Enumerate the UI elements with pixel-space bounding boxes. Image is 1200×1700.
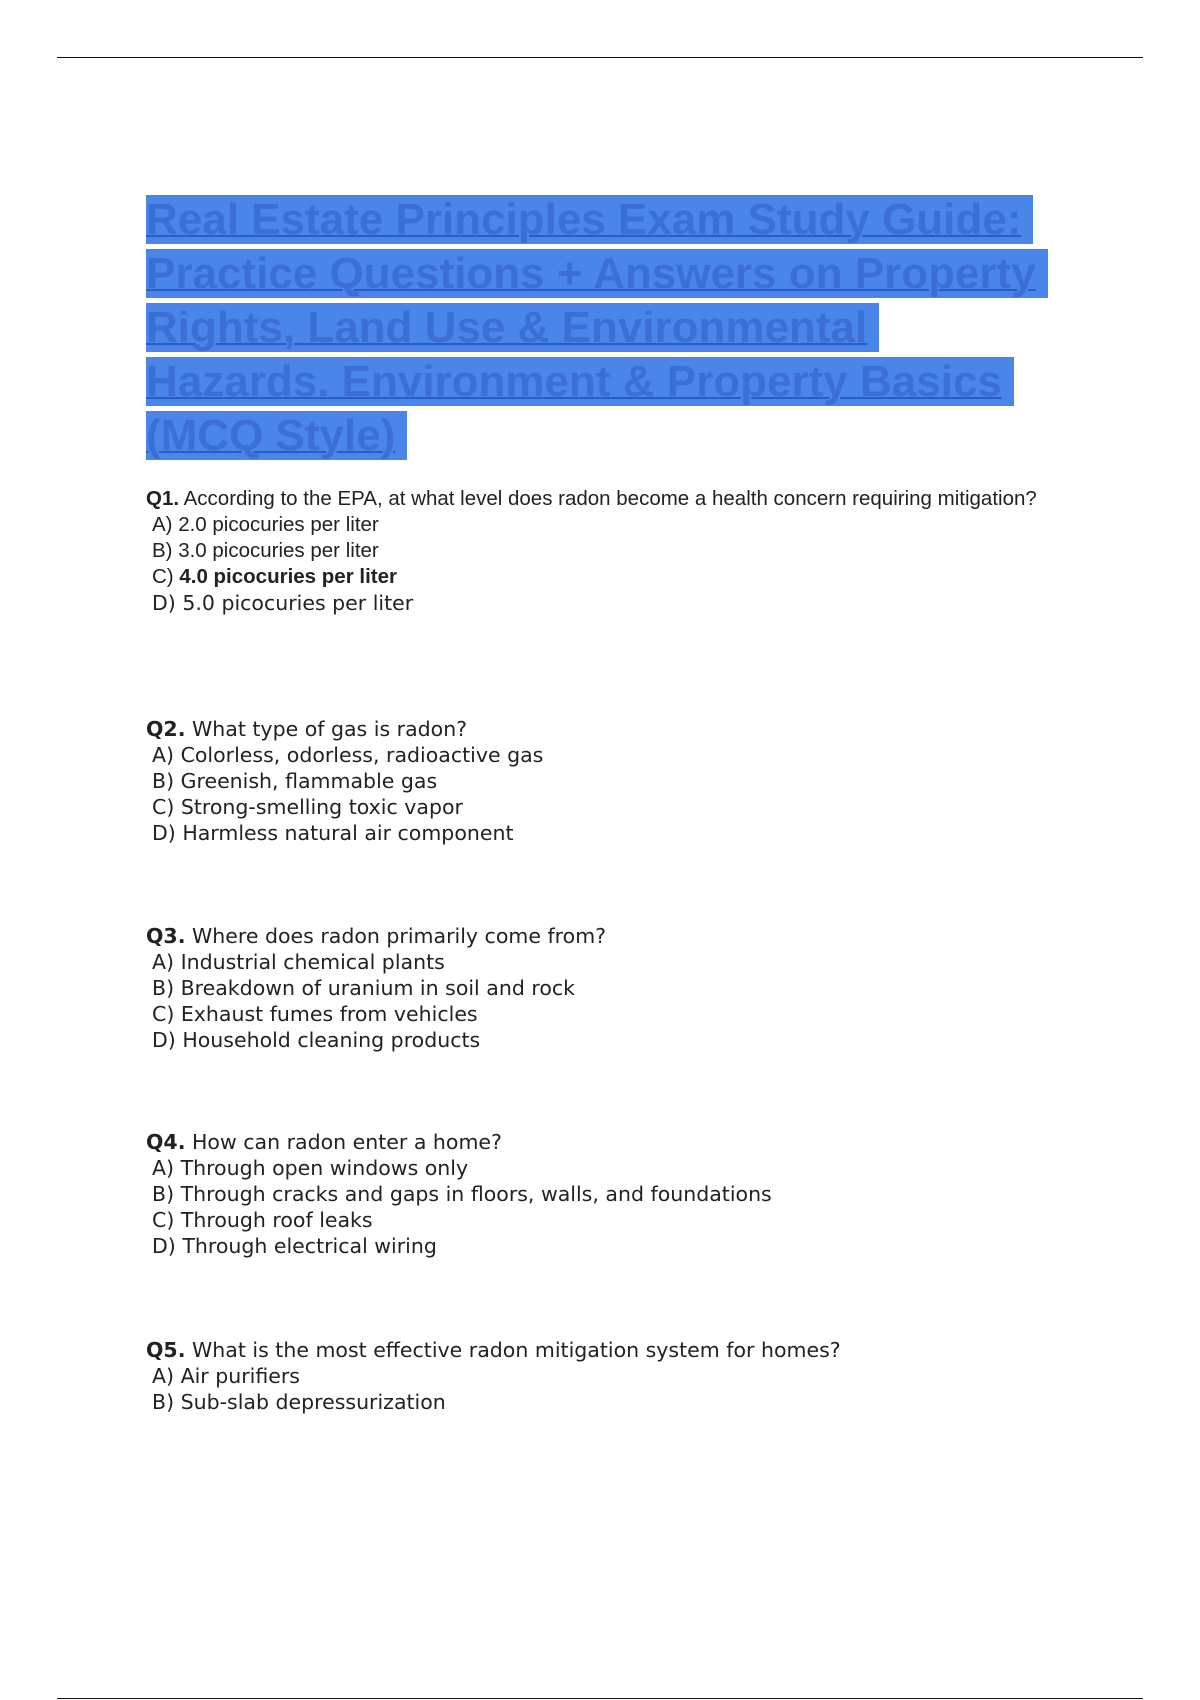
answer-option [152, 794, 1046, 820]
question-3 [146, 923, 1046, 1053]
option-text: Colorless, odorless, radioactive gas [180, 743, 544, 767]
question-label: Q4. [146, 1130, 186, 1154]
answer-option [152, 742, 1046, 768]
question-2 [146, 716, 1046, 846]
option-letter: C) [152, 1208, 175, 1232]
question-text: How can radon enter a home? [192, 1130, 502, 1154]
title-line: Hazards. Environment & Property Basics [146, 355, 1106, 409]
document-title[interactable] [146, 193, 1106, 463]
question-4 [146, 1129, 1046, 1259]
option-letter: D) [152, 591, 176, 615]
option-text: Exhaust fumes from vehicles [180, 1002, 478, 1026]
option-letter: A) [152, 513, 173, 536]
option-text: Sub-slab depressurization [180, 1390, 446, 1414]
option-text: 2.0 picocuries per liter [178, 513, 379, 536]
option-letter: B) [152, 769, 175, 793]
question-text: What type of gas is radon? [192, 717, 468, 741]
answer-options [146, 1155, 1046, 1259]
option-text: 5.0 picocuries per liter [182, 591, 414, 615]
title-line: Practice Questions + Answers on Property [146, 247, 1106, 301]
option-letter: C) [152, 565, 174, 588]
question-1 [146, 486, 1046, 616]
question-5 [146, 1337, 1046, 1415]
question-label: Q3. [146, 924, 186, 948]
question-stem [146, 486, 1046, 512]
answer-option [152, 1207, 1046, 1233]
option-text: 3.0 picocuries per liter [178, 539, 379, 562]
option-text: Industrial chemical plants [180, 950, 445, 974]
answer-options [146, 949, 1046, 1053]
answer-option [152, 1001, 1046, 1027]
answer-option [152, 1155, 1046, 1181]
answer-option [152, 820, 1046, 846]
answer-option [152, 975, 1046, 1001]
option-letter: B) [152, 1182, 175, 1206]
option-text: Air purifiers [180, 1364, 300, 1388]
option-letter: D) [152, 1028, 176, 1052]
question-label: Q5. [146, 1338, 186, 1362]
answer-options [146, 742, 1046, 846]
option-letter: B) [152, 1390, 175, 1414]
option-text: Household cleaning products [182, 1028, 481, 1052]
option-text: 4.0 picocuries per liter [179, 565, 397, 588]
question-stem [146, 923, 1046, 949]
question-text: What is the most effective radon mitigation system for homes? [192, 1338, 841, 1362]
footer-rule [57, 1698, 1143, 1699]
title-line: Real Estate Principles Exam Study Guide: [146, 193, 1106, 247]
option-letter: B) [152, 976, 175, 1000]
option-letter: A) [152, 1156, 175, 1180]
answer-option [152, 538, 1046, 564]
option-letter: D) [152, 1234, 176, 1258]
question-text: Where does radon primarily come from? [192, 924, 607, 948]
option-text: Harmless natural air component [182, 821, 514, 845]
option-text: Strong-smelling toxic vapor [180, 795, 463, 819]
title-line: Rights, Land Use & Environmental [146, 301, 1106, 355]
option-text: Breakdown of uranium in soil and rock [180, 976, 576, 1000]
answer-option-correct [152, 564, 1046, 590]
option-letter: A) [152, 1364, 175, 1388]
option-letter: C) [152, 795, 175, 819]
answer-options [146, 512, 1046, 616]
option-text: Greenish, flammable gas [180, 769, 438, 793]
option-letter: C) [152, 1002, 175, 1026]
header-rule [57, 57, 1143, 58]
question-stem [146, 1337, 1046, 1363]
answer-option [152, 1363, 1046, 1389]
option-letter: D) [152, 821, 176, 845]
question-label: Q1. [146, 487, 180, 510]
question-stem [146, 1129, 1046, 1155]
answer-option [152, 768, 1046, 794]
question-label: Q2. [146, 717, 186, 741]
option-text: Through cracks and gaps in floors, walls, and foundations [180, 1182, 772, 1206]
option-text: Through roof leaks [180, 1208, 373, 1232]
option-letter: A) [152, 743, 175, 767]
option-letter: A) [152, 950, 175, 974]
answer-option [152, 590, 1046, 616]
answer-option [152, 1027, 1046, 1053]
answer-option [152, 1233, 1046, 1259]
answer-option [152, 1181, 1046, 1207]
question-text: According to the EPA, at what level does radon become a health concern requiring mitigation? [183, 487, 1037, 510]
option-text: Through open windows only [180, 1156, 469, 1180]
answer-option [152, 949, 1046, 975]
answer-option [152, 1389, 1046, 1415]
title-line: (MCQ Style) [146, 409, 1106, 463]
option-letter: B) [152, 539, 173, 562]
question-stem [146, 716, 1046, 742]
answer-options [146, 1363, 1046, 1415]
answer-option [152, 512, 1046, 538]
option-text: Through electrical wiring [182, 1234, 437, 1258]
